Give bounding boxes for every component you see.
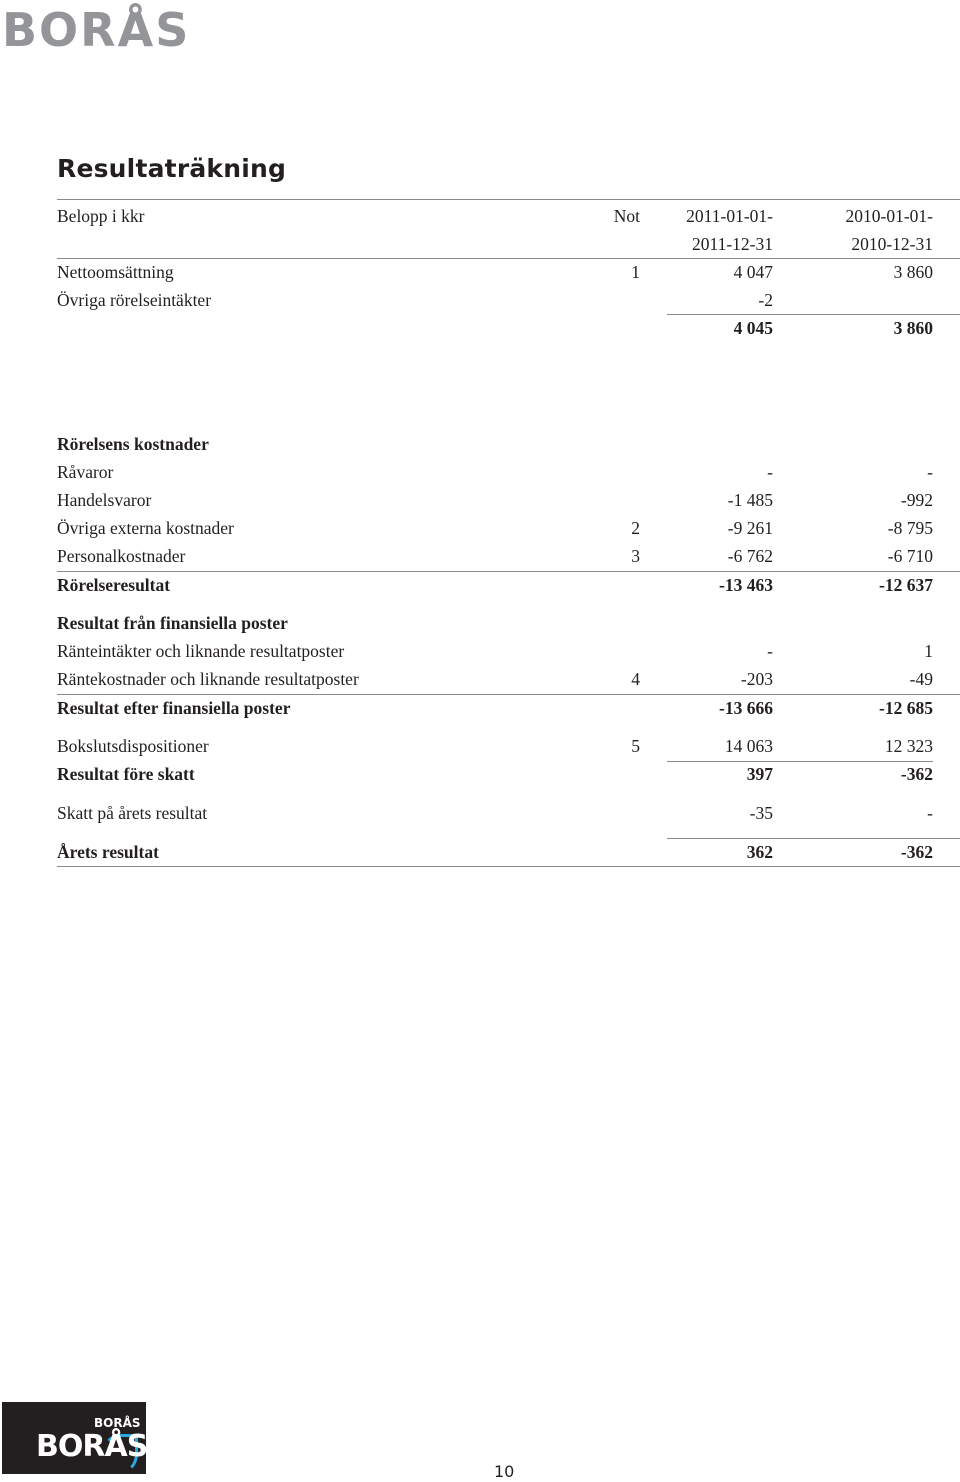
- row-value-2011: -: [767, 641, 773, 661]
- footer-logo-text: BORÅS: [36, 1429, 148, 1464]
- footer-logo: [2, 1402, 146, 1474]
- subtotal-row: [0, 694, 960, 722]
- row-label: Ränteintäkter och liknande resultatposter: [57, 641, 345, 661]
- divider: [57, 866, 960, 867]
- column-header-period-2011-end: 2011-12-31: [691, 234, 773, 254]
- row-label: Personalkostnader: [57, 546, 186, 566]
- row-label: Skatt på årets resultat: [57, 803, 208, 823]
- row-label: Räntekostnader och liknande resultatposter: [57, 669, 359, 689]
- row-value-2010: 3 860: [893, 262, 933, 282]
- row-label: Rörelseresultat: [57, 575, 171, 595]
- page-title: Resultaträkning: [57, 154, 287, 183]
- row-value-2010: -362: [900, 842, 933, 862]
- row-label: Övriga externa kostnader: [57, 518, 234, 538]
- row-value-2011: -13 666: [719, 698, 773, 718]
- row-label: Resultat efter finansiella poster: [57, 698, 291, 718]
- subtotal-row: [0, 314, 960, 342]
- subtotal-row: [0, 760, 960, 788]
- table-row: [0, 637, 960, 665]
- row-value-2010: -: [927, 462, 933, 482]
- footer-logo-small-text: BORÅS: [94, 1416, 141, 1430]
- row-value-2011: -9 261: [727, 518, 773, 538]
- section-heading: [0, 609, 960, 637]
- total-row: [0, 838, 960, 866]
- row-value-2010: 1: [924, 641, 933, 661]
- row-value-2011: 362: [746, 842, 773, 862]
- column-header-label: Belopp i kkr: [57, 206, 145, 226]
- table-row: [0, 258, 960, 286]
- column-header-period-2010-end: 2010-12-31: [851, 234, 933, 254]
- table-row: [0, 458, 960, 486]
- row-label: Årets resultat: [57, 842, 159, 862]
- row-value-2010: -12 685: [879, 698, 933, 718]
- row-value-2010: -12 637: [879, 575, 933, 595]
- row-value-2011: -35: [749, 803, 773, 823]
- row-value-2011: 4 047: [733, 262, 773, 282]
- table-row: [0, 486, 960, 514]
- page-number: 10: [494, 1462, 515, 1481]
- table-row: [0, 286, 960, 314]
- row-note: 3: [631, 546, 640, 566]
- table-row: [0, 732, 960, 760]
- column-header-period-2010: 2010-01-01-: [845, 206, 933, 226]
- row-value-2011: -203: [740, 669, 773, 689]
- table-row: [0, 542, 960, 570]
- row-label: Rörelsens kostnader: [57, 434, 209, 454]
- row-value-2010: -362: [900, 764, 933, 784]
- table-row: [0, 799, 960, 827]
- row-label: Resultat från finansiella poster: [57, 613, 288, 633]
- row-value-2010: -: [927, 803, 933, 823]
- row-label: Handelsvaror: [57, 490, 152, 510]
- row-label: Övriga rörelseintäkter: [57, 290, 212, 310]
- row-value-2011: 4 045: [733, 318, 773, 338]
- row-value-2010: -6 710: [887, 546, 933, 566]
- divider: [57, 199, 960, 200]
- row-value-2010: -49: [909, 669, 933, 689]
- row-value-2010: -992: [900, 490, 933, 510]
- row-label: Bokslutsdispositioner: [57, 736, 209, 756]
- row-note: 1: [631, 262, 640, 282]
- row-note: 2: [631, 518, 640, 538]
- row-value-2010: -8 795: [887, 518, 933, 538]
- row-value-2011: -1 485: [727, 490, 773, 510]
- column-header-period-2011: 2011-01-01-: [686, 206, 773, 226]
- row-note: 5: [631, 736, 640, 756]
- column-header-note: Not: [613, 206, 640, 226]
- subtotal-row: [0, 571, 960, 599]
- row-value-2011: -6 762: [727, 546, 773, 566]
- row-label: Resultat före skatt: [57, 764, 195, 784]
- row-label: Nettoomsättning: [57, 262, 174, 282]
- row-value-2011: 14 063: [724, 736, 773, 756]
- row-value-2011: -13 463: [719, 575, 773, 595]
- row-value-2010: 12 323: [884, 736, 933, 756]
- row-note: 4: [631, 669, 640, 689]
- row-value-2010: 3 860: [893, 318, 933, 338]
- section-heading: [0, 430, 960, 458]
- table-row: [0, 514, 960, 542]
- column-header-row: [0, 202, 960, 230]
- row-value-2011: -2: [758, 290, 773, 310]
- column-header-row-2: [0, 230, 960, 258]
- row-label: Råvaror: [57, 462, 114, 482]
- table-row: [0, 665, 960, 693]
- row-value-2011: 397: [746, 764, 773, 784]
- row-value-2011: -: [767, 462, 773, 482]
- header-logo: BORÅS: [2, 3, 191, 57]
